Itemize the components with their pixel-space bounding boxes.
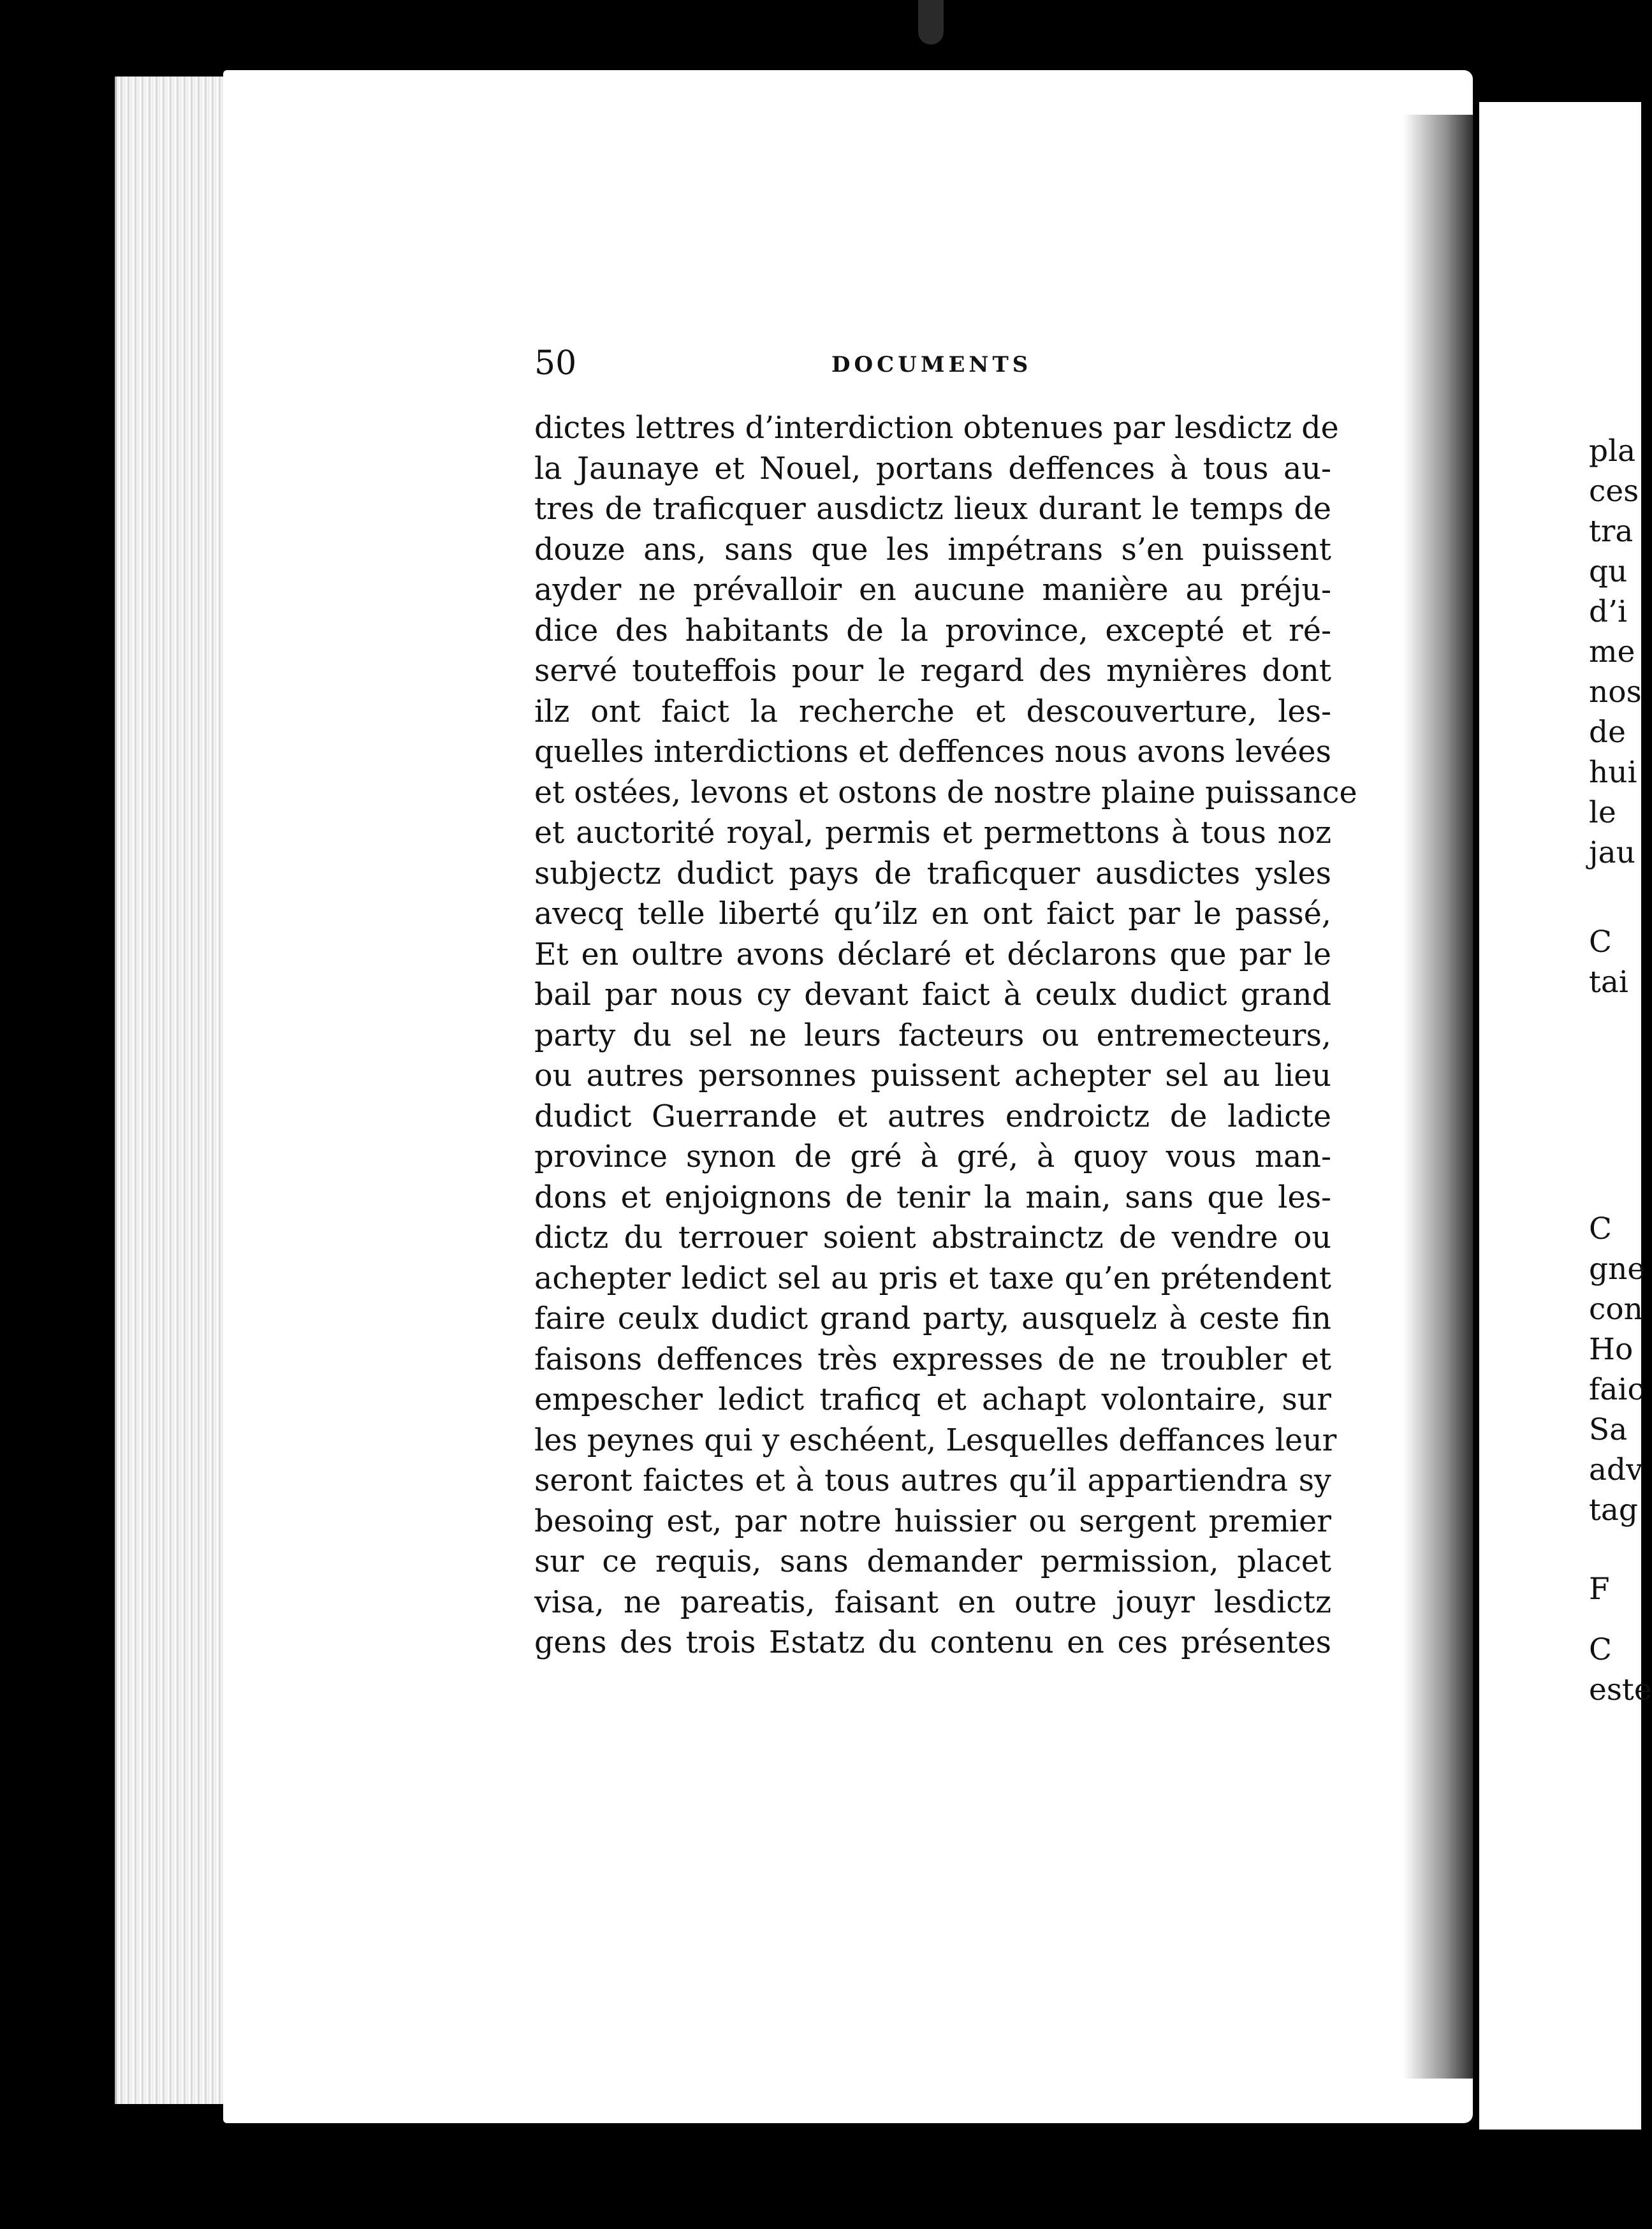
facing-page-fragment: con (1589, 1292, 1643, 1327)
text-line: empescher ledict traficq et achapt volontaire, sur (534, 1382, 1331, 1417)
text-line: besoing est, par notre huissier ou sergent premier (534, 1503, 1331, 1539)
facing-page-fragment: C (1589, 924, 1612, 960)
text-line: province synon de gré à gré, à quoy vous man- (534, 1139, 1331, 1174)
text-line: la Jaunaye et Nouel, portans deffences à tous au- (534, 451, 1331, 486)
facing-page (1479, 102, 1641, 2130)
facing-page-fragment: le (1589, 795, 1616, 830)
facing-page-fragment: C (1589, 1211, 1612, 1246)
text-line: tres de traficquer ausdictz lieux durant le temps de (534, 492, 1331, 527)
text-line: quelles interdictions et deffences nous avons levées (534, 734, 1331, 770)
facing-page-fragment: d’i (1589, 594, 1628, 629)
text-line: visa, ne pareatis, faisant en outre jouyr lesdictz (534, 1584, 1331, 1620)
facing-page-fragment: adv (1589, 1452, 1643, 1487)
facing-page-fragment: jau (1589, 835, 1635, 870)
text-line: ilz ont faict la recherche et descouverture, les- (534, 694, 1331, 729)
running-title: DOCUMENTS (831, 352, 1032, 377)
facing-page-fragment: pla (1589, 434, 1636, 469)
text-line: dons et enjoignons de tenir la main, sans que les- (534, 1180, 1331, 1215)
text-line: achepter ledict sel au pris et taxe qu’en prétendent (534, 1261, 1331, 1296)
text-line: dice des habitants de la province, excepté et ré- (534, 613, 1331, 648)
text-line: seront faictes et à tous autres qu’il appartiendra sy (534, 1463, 1331, 1498)
text-line: dudict Guerrande et autres endroictz de ladicte (534, 1099, 1331, 1134)
binding-mark (918, 0, 944, 45)
facing-page-fragment: C (1589, 1632, 1612, 1667)
facing-page-fragment: ces (1589, 474, 1639, 509)
facing-page-fragment: gne (1589, 1252, 1646, 1287)
text-line: et ostées, levons et ostons de nostre plaine puissance (534, 775, 1357, 810)
page-number: 50 (534, 344, 577, 383)
text-line: bail par nous cy devant faict à ceulx dudict grand (534, 977, 1331, 1012)
text-line: et auctorité royal, permis et permettons à tous noz (534, 815, 1331, 851)
facing-page-fragment: Sa (1589, 1412, 1628, 1447)
facing-page-fragment: de (1589, 715, 1626, 750)
text-line: ou autres personnes puissent achepter sel au lieu (534, 1058, 1331, 1093)
facing-page-fragment: este (1589, 1672, 1652, 1707)
text-line: dictz du terrouer soient abstrainctz de vendre ou (534, 1220, 1331, 1255)
facing-page-fragment: nos (1589, 675, 1642, 710)
text-line: faisons deffences très expresses de ne troubler et (534, 1341, 1331, 1377)
gutter-shadow (1403, 115, 1479, 2079)
facing-page-fragment: F (1589, 1572, 1610, 1607)
facing-page-fragment: faic (1589, 1372, 1644, 1407)
facing-page-fragment: tag (1589, 1493, 1638, 1528)
text-line: party du sel ne leurs facteurs ou entremecteurs, (534, 1018, 1331, 1053)
text-line: sur ce requis, sans demander permission, placet (534, 1544, 1331, 1579)
facing-page-fragment: Ho (1589, 1332, 1634, 1367)
page-header (534, 344, 1331, 389)
text-line: gens des trois Estatz du contenu en ces présentes (534, 1625, 1331, 1660)
text-line: servé touteffois pour le regard des mynières dont (534, 654, 1331, 689)
facing-page-fragment: tai (1589, 965, 1628, 1000)
text-line: douze ans, sans que les impétrans s’en puissent (534, 532, 1331, 567)
text-line: dictes lettres d’interdiction obtenues par lesdictz de (534, 411, 1339, 446)
text-line: faire ceulx dudict grand party, ausquelz à ceste fin (534, 1301, 1331, 1336)
body-text (534, 408, 1357, 1663)
facing-page-fragment: qu (1589, 554, 1628, 589)
text-line: avecq telle liberté qu’ilz en ont faict par le passé, (534, 896, 1331, 932)
text-line: Et en oultre avons déclaré et déclarons que par le (534, 937, 1331, 972)
facing-page-fragment: me (1589, 634, 1635, 669)
facing-page-fragment: hui (1589, 755, 1637, 790)
facing-page-fragment: tra (1589, 514, 1634, 549)
text-line: ayder ne prévalloir en aucune manière au préju- (534, 573, 1331, 608)
text-line: les peynes qui y eschéent, Lesquelles deffances leur (534, 1422, 1337, 1458)
text-line: subjectz dudict pays de traficquer ausdictes ysles (534, 856, 1331, 891)
